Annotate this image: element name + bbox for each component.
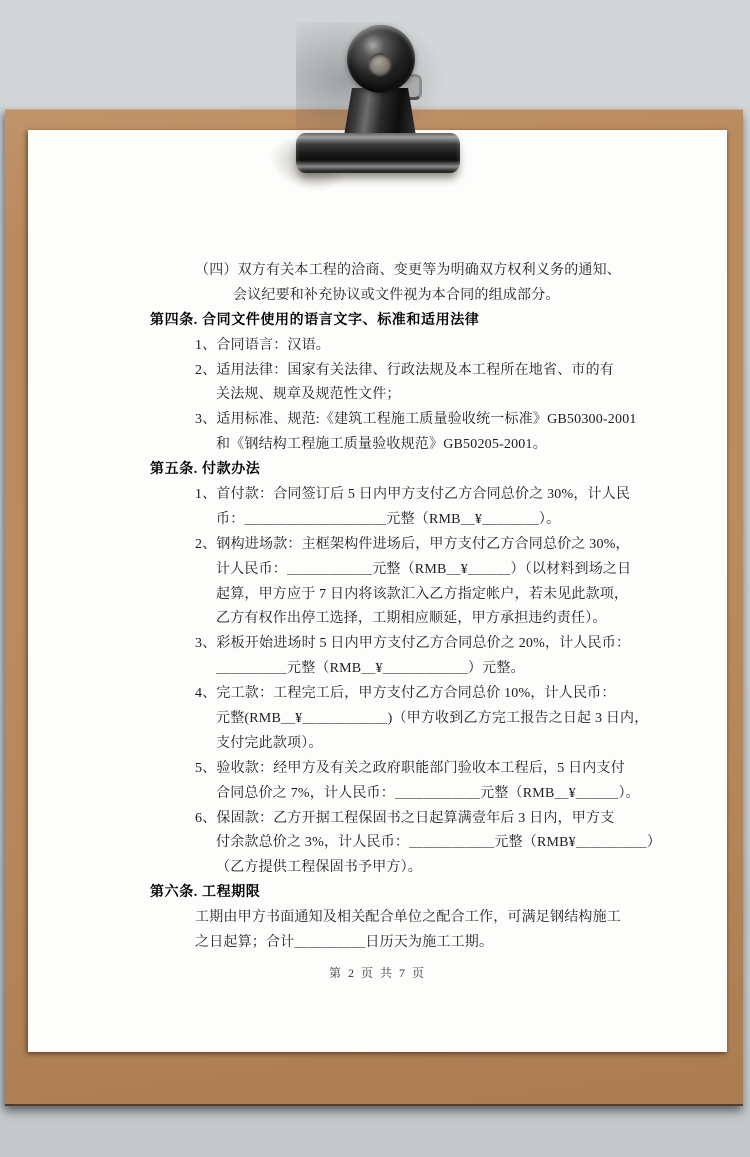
document-line: 付余款总价之 3%，计人民币：＿＿＿＿＿＿元整（RMB¥＿＿＿＿＿） — [216, 835, 662, 851]
document-line: 计人民币：＿＿＿＿＿＿元整（RMB＿¥＿＿＿）（以材料到场之日 — [216, 561, 632, 577]
clip-lever-loop — [404, 74, 422, 100]
document-line: 2、钢构进场款：主框架构件进场后，甲方支付乙方合同总价之 30%， — [195, 536, 630, 552]
document-line: 起算，甲方应于 7 日内将该款汇入乙方指定帐户，若未见此款项， — [216, 586, 629, 602]
page-number: 第 2 页 共 7 页 — [328, 966, 426, 980]
document-line: 支付完此款项）。 — [216, 735, 323, 751]
document-line: 3、彩板开始进场时 5 日内甲方支付乙方合同总价之 20%，计人民币： — [195, 636, 631, 652]
document-line: 6、保固款：乙方开据工程保固书之日起算满壹年后 3 日内，甲方支 — [195, 810, 615, 826]
document-line: 2、适用法律：国家有关法律、行政法规及本工程所在地省、市的有 — [195, 362, 614, 378]
contract-paper — [28, 130, 727, 1052]
document-line: 元整(RMB＿¥＿＿＿＿＿＿)（甲方收到乙方完工报告之日起 3 日内， — [216, 711, 649, 727]
document-line: 之日起算；合计＿＿＿＿＿日历天为施工工期。 — [195, 935, 494, 951]
document-line: 4、完工款：工程完工后，甲方支付乙方合同总价 10%，计人民币： — [195, 686, 616, 702]
document-line: 关法规、规章及规范性文件； — [216, 387, 401, 403]
section-heading: 第四条. 合同文件使用的语言文字、标准和适用法律 — [150, 312, 480, 328]
document-line: （乙方提供工程保固书予甲方）。 — [216, 860, 422, 876]
document-line: （四）双方有关本工程的洽商、变更等为明确双方权利义务的通知、 — [195, 263, 621, 278]
clip-knob — [347, 25, 415, 93]
clipboard-board — [5, 109, 743, 1106]
document-line: 币：＿＿＿＿＿＿＿＿＿＿元整（RMB＿¥＿＿＿＿）。 — [216, 511, 561, 527]
document-text — [28, 259, 727, 956]
document-line: 1、首付款：合同签订后 5 日内甲方支付乙方合同总价之 30%，计人民 — [195, 487, 631, 503]
document-line: 和《钢结构工程施工质量验收规范》GB50205-2001。 — [216, 437, 547, 453]
document-line: 合同总价之 7%，计人民币：＿＿＿＿＿＿元整（RMB＿¥＿＿＿）。 — [216, 785, 640, 801]
document-line: 乙方有权作出停工选择，工期相应顺延，甲方承担违约责任）。 — [216, 611, 607, 627]
document-line: ＿＿＿＿＿元整（RMB＿¥＿＿＿＿＿＿）元整。 — [216, 661, 525, 677]
document-line: 3、适用标准、规范:《建筑工程施工质量验收统一标准》GB50300-2001 — [195, 412, 637, 428]
document-line: 1、合同语言：汉语。 — [195, 337, 330, 353]
document-line: 5、验收款：经甲方及有关之政府职能部门验收本工程后，5 日内支付 — [195, 760, 625, 776]
section-heading: 第五条. 付款办法 — [150, 462, 261, 478]
section-heading: 第六条. 工程期限 — [150, 885, 261, 901]
clip-knob-hole — [369, 53, 391, 75]
document-line: 工期由甲方书面通知及相关配合单位之配合工作，可满足钢结构施工 — [195, 910, 621, 926]
document-line: 会议纪要和补充协议或文件视为本合同的组成部分。 — [233, 287, 560, 303]
